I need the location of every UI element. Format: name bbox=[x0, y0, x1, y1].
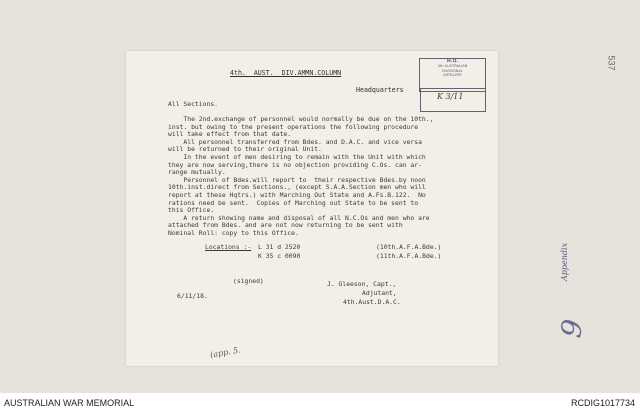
body-line: they are now serving,there is no objection providing C.Os. can ar- bbox=[168, 160, 422, 169]
body-line: attached from Bdes. and are not now returning to be sent with bbox=[168, 221, 403, 230]
letter-body bbox=[168, 116, 433, 238]
signatory-unit: 4th.Aust.D.A.C. bbox=[343, 298, 401, 306]
appendix-pencil-note: (app. 5. bbox=[209, 345, 242, 360]
body-line: report at these Hqtrs.) with Marching Out State and A.Fs.B.122. No bbox=[168, 190, 426, 199]
addressee: All Sections. bbox=[168, 100, 219, 108]
footer-record-id: RCDIG1017734 bbox=[570, 398, 635, 408]
archive-footer bbox=[0, 393, 640, 412]
locations-label: Locations :- bbox=[205, 243, 252, 251]
location-ref-1: L 31 d 2520 bbox=[258, 243, 301, 251]
body-line: Personnel of Bdes.will report to their respective Bdes.by noon bbox=[168, 175, 426, 184]
folio-number: 537 bbox=[606, 55, 617, 71]
body-line: A return showing name and disposal of all N.C.Os and men who are bbox=[168, 213, 430, 222]
body-line: will take effect from that date. bbox=[168, 130, 292, 139]
appendix-number: 9 bbox=[554, 316, 590, 341]
signed-note: (signed) bbox=[233, 277, 264, 285]
footer-institution: AUSTRALIAN WAR MEMORIAL bbox=[4, 398, 135, 408]
unit-title: 4th. AUST. DIV.AMMN.COLUMN bbox=[230, 69, 342, 77]
location-unit-1: (10th.A.F.A.Bde.) bbox=[376, 243, 442, 251]
body-line: The 2nd.exchange of personnel would normally be due on the 10th., bbox=[168, 115, 434, 123]
stamp-line-3: DIVISIONAL bbox=[442, 68, 463, 73]
stamp-line-2: 4th AUSTRALIAN bbox=[437, 64, 468, 69]
signatory-name: J. Gleeson, Capt., bbox=[327, 280, 397, 288]
letter-date: 6/11/18. bbox=[177, 292, 208, 300]
stamp-ref-handwritten: K 3/11 bbox=[437, 92, 464, 101]
body-line: Nominal Roll: copy to this Office. bbox=[168, 228, 299, 237]
headquarters-label: Headquarters bbox=[356, 86, 404, 94]
body-line: this Office. bbox=[168, 206, 215, 215]
body-line: rations need be sent. Copies of Marching out State to be sent to bbox=[168, 198, 419, 207]
body-line: 10th.inst.direct from Sections., (except S.A.A.Section men who will bbox=[168, 183, 426, 192]
location-ref-2: K 35 c 0090 bbox=[258, 252, 301, 260]
body-line: inst. but owing to the present operations the following procedure bbox=[168, 122, 419, 131]
body-line: All personnel transferred from Bdes. and D.A.C. and vice versa bbox=[168, 137, 422, 146]
stamp-line-4: ARTILLERY bbox=[443, 73, 462, 78]
signatory-role: Adjutant, bbox=[362, 289, 397, 297]
stamp-line-1: H.Q. bbox=[446, 59, 459, 64]
body-line: In the event of men desiring to remain with the Unit with which bbox=[168, 152, 426, 161]
body-line: range mutually. bbox=[168, 168, 226, 177]
headquarters-stamp bbox=[419, 58, 486, 92]
location-unit-2: (11th.A.F.A.Bde.) bbox=[376, 252, 442, 260]
body-line: will be returned to their original Unit. bbox=[168, 145, 322, 154]
appendix-handwritten-label: Appendix bbox=[560, 242, 569, 281]
